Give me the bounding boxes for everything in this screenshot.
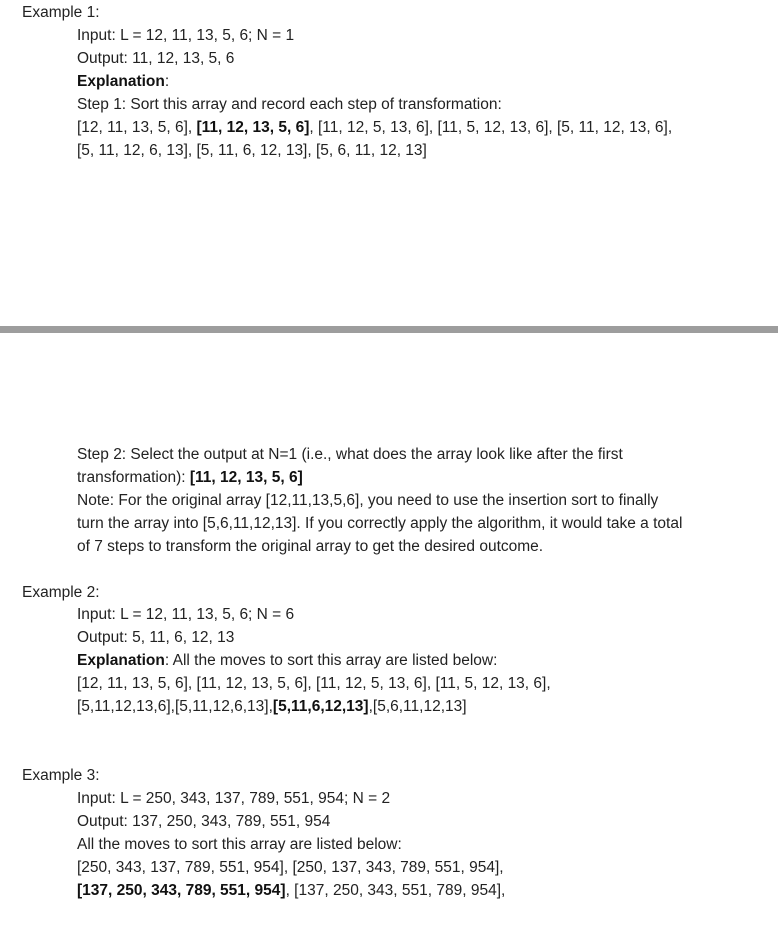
example-1-step-2-line-1: Step 2: Select the output at N=1 (i.e., what does the array look like after the first <box>77 446 623 463</box>
example-1-note-line-1: Note: For the original array [12,11,13,5,6], you need to use the insertion sort to finally <box>77 492 659 509</box>
highlighted-step: [137, 250, 343, 789, 551, 954] <box>77 882 286 899</box>
example-2-steps-line-1: [12, 11, 13, 5, 6], [11, 12, 13, 5, 6], [11, 12, 5, 13, 6], [11, 5, 12, 13, 6], <box>77 675 551 692</box>
example-3-moves-label: All the moves to sort this array are listed below: <box>77 836 402 853</box>
example-2-explanation <box>77 652 497 670</box>
array-step: ,[5,6,11,12,13] <box>368 698 467 715</box>
example-3-heading: Example 3: <box>22 767 100 784</box>
array-step: , [137, 250, 343, 551, 789, 954], <box>285 882 506 899</box>
explanation-colon: : <box>164 73 170 90</box>
explanation-label: Explanation <box>77 73 165 90</box>
example-1-note-line-3: of 7 steps to transform the original array to get the desired outcome. <box>77 538 544 555</box>
example-2-heading: Example 2: <box>22 584 100 601</box>
example-1-steps-line-1 <box>77 119 672 137</box>
example-1-input: Input: L = 12, 11, 13, 5, 6; N = 1 <box>77 27 295 44</box>
example-1-note-line-2: turn the array into [5,6,11,12,13]. If you correctly apply the algorithm, it would take a total <box>77 515 683 532</box>
array-step: [12, 11, 13, 5, 6], <box>77 119 197 136</box>
array-steps: [5,11,12,13,6],[5,11,12,6,13], <box>77 698 273 715</box>
example-1-explanation <box>77 73 169 91</box>
highlighted-step: [5,11,6,12,13] <box>272 698 369 715</box>
example-1-heading: Example 1: <box>22 4 100 21</box>
step-2-text: transformation): <box>77 469 190 486</box>
example-3-steps-line-1: [250, 343, 137, 789, 551, 954], [250, 137, 343, 789, 551, 954], <box>77 859 504 876</box>
example-3-input: Input: L = 250, 343, 137, 789, 551, 954; N = 2 <box>77 790 391 807</box>
page-divider <box>0 326 778 333</box>
highlighted-step: [11, 12, 13, 5, 6] <box>196 119 310 136</box>
example-1-output: Output: 11, 12, 13, 5, 6 <box>77 50 235 67</box>
explanation-label: Explanation <box>77 652 165 669</box>
example-2-steps-line-2 <box>77 698 467 716</box>
example-1-steps-line-2: [5, 11, 12, 6, 13], [5, 11, 6, 12, 13], [5, 6, 11, 12, 13] <box>77 142 427 159</box>
example-3-steps-line-2 <box>77 882 505 900</box>
array-steps: , [11, 12, 5, 13, 6], [11, 5, 12, 13, 6], [5, 11, 12, 13, 6], <box>309 119 673 136</box>
example-3-output: Output: 137, 250, 343, 789, 551, 954 <box>77 813 331 830</box>
example-2-output: Output: 5, 11, 6, 12, 13 <box>77 629 235 646</box>
example-1-step-1: Step 1: Sort this array and record each step of transformation: <box>77 96 502 113</box>
example-1-step-2-line-2 <box>77 469 303 487</box>
step-2-answer: [11, 12, 13, 5, 6] <box>189 469 303 486</box>
explanation-text: : All the moves to sort this array are listed below: <box>164 652 498 669</box>
example-2-input: Input: L = 12, 11, 13, 5, 6; N = 6 <box>77 606 295 623</box>
